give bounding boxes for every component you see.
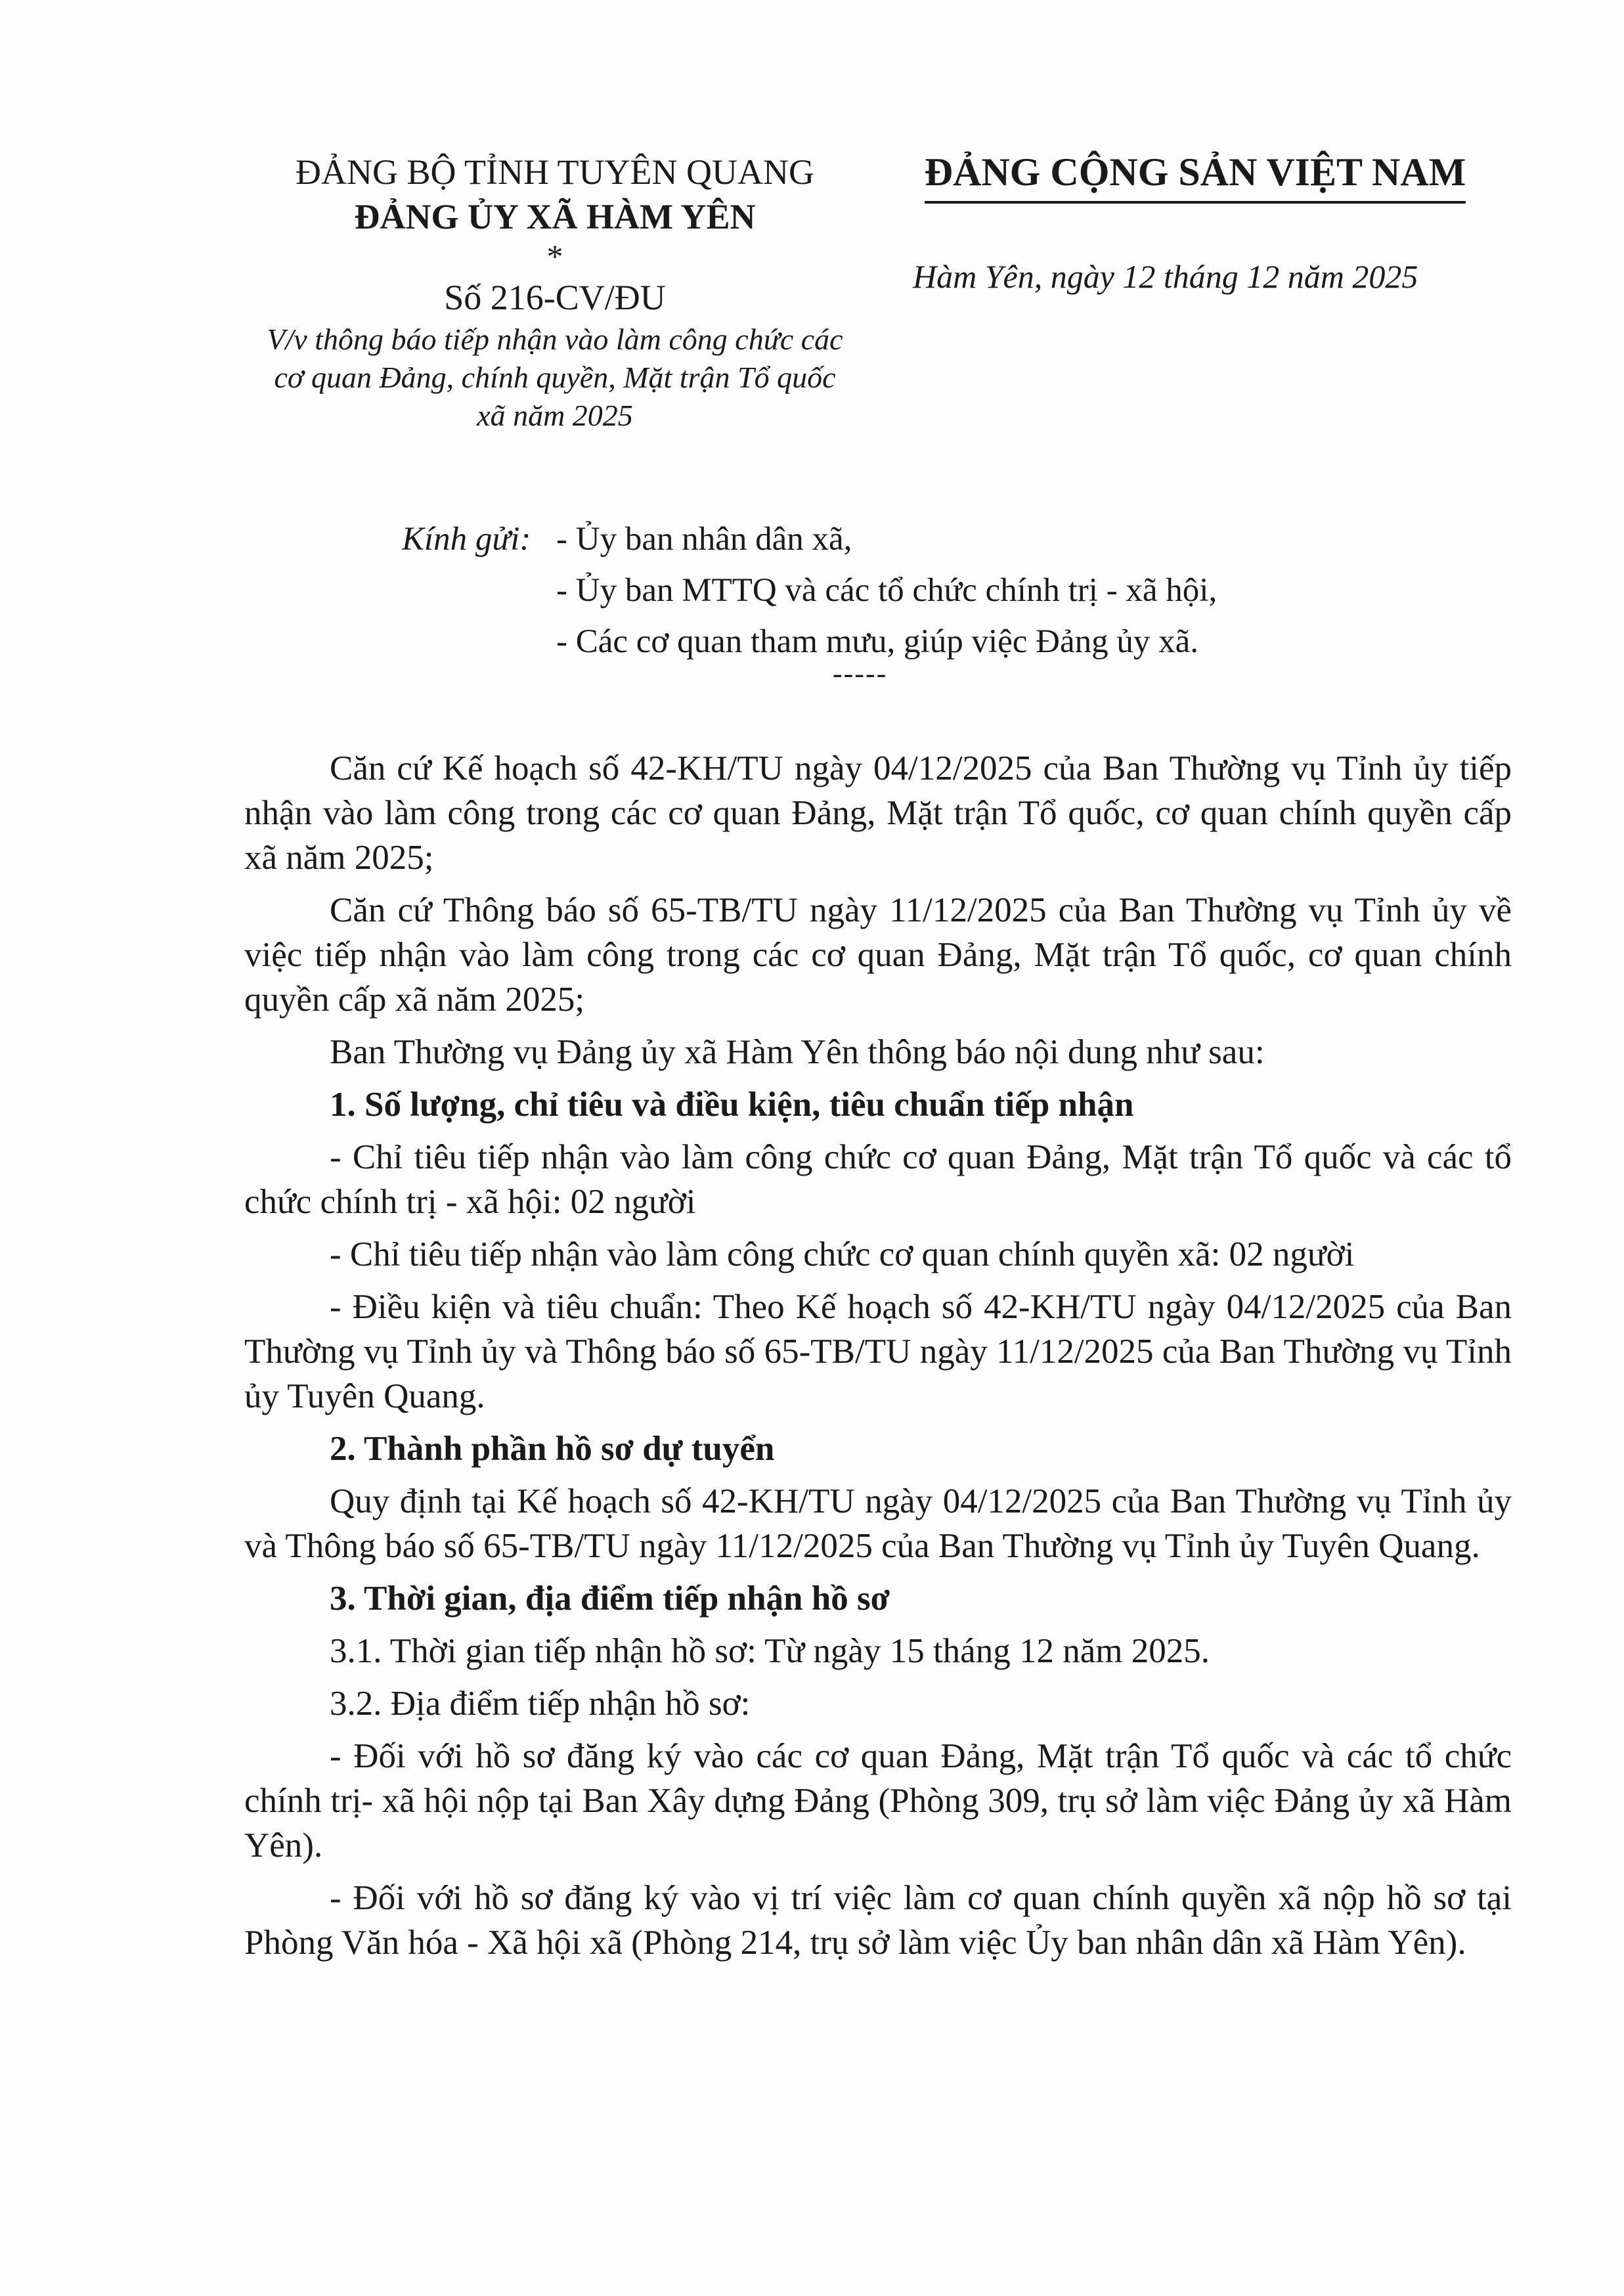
paragraph: Quy định tại Kế hoạch số 42-KH/TU ngày 04/12/2025 của Ban Thường vụ Tỉnh ủy và Thông báo số 65-TB/TU ngày 11/12/2025 của Ban Thường vụ Tỉnh ủy Tuyên Quang. — [244, 1482, 1512, 1565]
issuing-organization: ĐẢNG ỦY XÃ HÀM YÊN — [354, 197, 756, 236]
party-title: ĐẢNG CỘNG SẢN VIỆT NAM — [925, 146, 1466, 204]
paragraph: Ban Thường vụ Đảng ủy xã Hàm Yên thông báo nội dung như sau: — [330, 1033, 1265, 1071]
section-heading: 3. Thời gian, địa điểm tiếp nhận hồ sơ — [330, 1579, 890, 1618]
document-number: Số 216-CV/ĐU — [444, 278, 666, 317]
document-body — [244, 746, 1512, 1973]
section-heading: 2. Thành phần hồ sơ dự tuyển — [330, 1430, 775, 1468]
star-mark: * — [546, 238, 563, 275]
place-date: Hàm Yên, ngày 12 tháng 12 năm 2025 — [913, 258, 1418, 295]
paragraph: - Điều kiện và tiêu chuẩn: Theo Kế hoạch số 42-KH/TU ngày 04/12/2025 của Ban Thường vụ Tỉnh ủy và Thông báo số 65-TB/TU ngày 11/12/2025 của Ban Thường vụ Tỉnh ủy Tuyên Quang. — [244, 1288, 1512, 1415]
recipient-item: - Các cơ quan tham mưu, giúp việc Đảng ủy xã. — [556, 623, 1199, 660]
recipient-item: - Ủy ban nhân dân xã, — [556, 521, 852, 558]
paragraph: - Chỉ tiêu tiếp nhận vào làm công chức cơ quan chính quyền xã: 02 người — [330, 1235, 1355, 1273]
paragraph: Căn cứ Thông báo số 65-TB/TU ngày 11/12/2025 của Ban Thường vụ Tỉnh ủy về việc tiếp nhận vào làm công trong các cơ quan Đảng, Mặt trận Tổ quốc, cơ quan chính quyền cấp xã năm 2025; — [244, 891, 1512, 1019]
paragraph: - Chỉ tiêu tiếp nhận vào làm công chức cơ quan Đảng, Mặt trận Tổ quốc và các tổ chức chính trị - xã hội: 02 người — [244, 1138, 1512, 1221]
parent-organization: ĐẢNG BỘ TỈNH TUYÊN QUANG — [296, 152, 814, 192]
paragraph: - Đối với hồ sơ đăng ký vào vị trí việc làm cơ quan chính quyền xã nộp hồ sơ tại Phòng Văn hóa - Xã hội xã (Phòng 214, trụ sở làm việc Ủy ban nhân dân xã Hàm Yên). — [244, 1879, 1512, 1962]
document-subject: V/v thông báo tiếp nhận vào làm công chức các cơ quan Đảng, chính quyền, Mặt trận Tổ quốc xã năm 2025 — [267, 322, 843, 432]
paragraph: Căn cứ Kế hoạch số 42-KH/TU ngày 04/12/2025 của Ban Thường vụ Tỉnh ủy tiếp nhận vào làm công trong các cơ quan Đảng, Mặt trận Tổ quốc, cơ quan chính quyền cấp xã năm 2025; — [244, 749, 1512, 877]
issuer-block — [210, 150, 900, 435]
separator: ----- — [833, 657, 888, 690]
paragraph: - Đối với hồ sơ đăng ký vào các cơ quan Đảng, Mặt trận Tổ quốc và các tổ chức chính trị- xã hội nộp tại Ban Xây dựng Đảng (Phòng 309, trụ sở làm việc Đảng ủy xã Hàm Yên). — [244, 1737, 1512, 1865]
section-heading: 1. Số lượng, chỉ tiêu và điều kiện, tiêu chuẩn tiếp nhận — [330, 1086, 1134, 1124]
paragraph: 3.1. Thời gian tiếp nhận hồ sơ: Từ ngày 15 tháng 12 năm 2025. — [330, 1632, 1210, 1670]
recipients-block — [402, 514, 1217, 667]
recipients-label: Kính gửi: — [402, 521, 531, 558]
recipient-item: - Ủy ban MTTQ và các tổ chức chính trị - xã hội, — [556, 572, 1218, 609]
national-header — [906, 146, 1484, 298]
paragraph: 3.2. Địa điểm tiếp nhận hồ sơ: — [330, 1685, 751, 1723]
